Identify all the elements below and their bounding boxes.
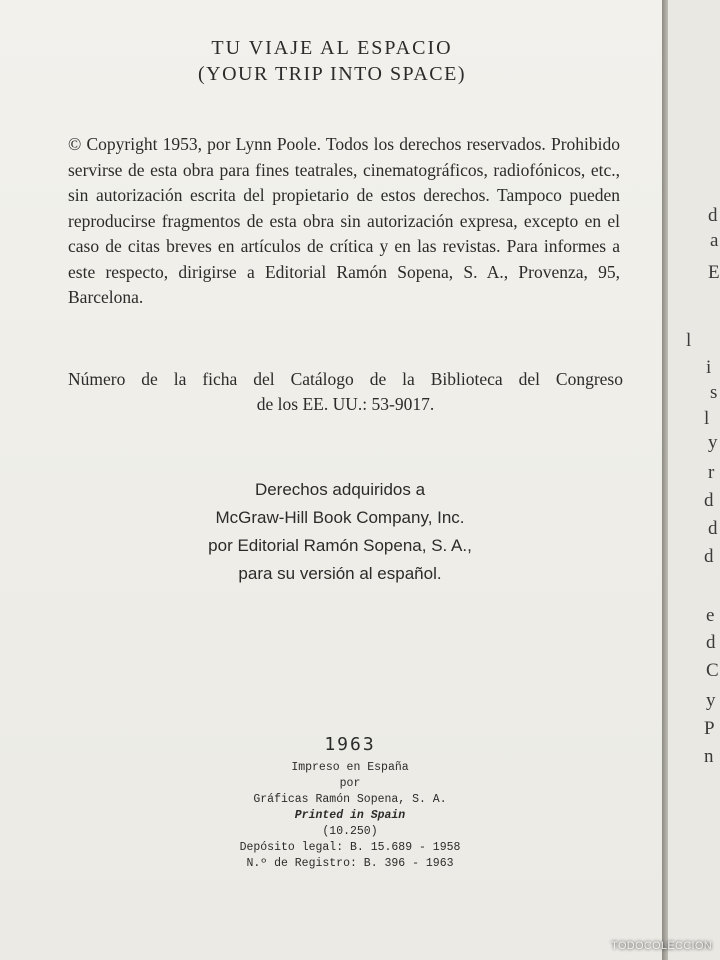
rights-acquired [130, 476, 550, 588]
facing-page-letter: s [710, 382, 718, 403]
copyright-notice: © Copyright 1953, por Lynn Poole. Todos los derechos reservados. Prohibido servirse de esta obra para fines teatrales, cinematográficos, radiofónicos, etc., sin autorización escrita del propietario de estos derechos. Tampoco pueden reproducirse fragmentos de esta obra sin autorización expresa, excepto en el caso de citas breves en artículos de crítica y en las revistas. Para informes a este respecto, dirigirse a Editorial Ramón Sopena, S. A., Provenza, 95, Barcelona. [68, 134, 620, 307]
imprint-line: Printed in Spain [294, 809, 406, 822]
facing-page [668, 0, 720, 960]
catalog-line-2: de los EE. UU.: 53-9017. [256, 394, 435, 414]
facing-page-letter: d [704, 490, 714, 511]
facing-page-letter: C [706, 660, 719, 681]
printer-imprint [0, 760, 700, 872]
facing-page-text-fragments [668, 0, 720, 960]
rights-line: por Editorial Ramón Sopena, S. A., [208, 536, 472, 555]
facing-page-letter: y [706, 690, 716, 711]
rights-line: para su versión al español. [238, 564, 442, 583]
facing-page-letter: e [706, 605, 715, 626]
imprint-line: por [339, 777, 361, 790]
rights-line: McGraw-Hill Book Company, Inc. [215, 508, 465, 527]
facing-page-letter: d [704, 546, 714, 567]
facing-page-letter: n [704, 746, 714, 767]
registry-number: N.º de Registro: B. 396 - 1963 [246, 857, 454, 870]
facing-page-letter: P [704, 718, 715, 739]
imprint-line: (10.250) [322, 825, 378, 838]
facing-page-letter: r [708, 462, 715, 483]
catalog-number [68, 367, 623, 417]
legal-deposit: Depósito legal: B. 15.689 - 1958 [239, 841, 461, 854]
facing-page-letter: d [706, 632, 716, 653]
facing-page-letter: l [686, 330, 692, 351]
facing-page-letter: d [708, 518, 718, 539]
facing-page-letter: y [708, 432, 718, 453]
imprint-line: Impreso en España [291, 761, 409, 774]
facing-page-letter: a [710, 230, 719, 251]
publication-year: 1963 [324, 734, 376, 755]
facing-page-letter: i [706, 357, 712, 378]
rights-line: Derechos adquiridos a [254, 480, 426, 499]
catalog-line-1: Número de la ficha del Catálogo de la Biblioteca del Congreso [68, 369, 623, 389]
book-subtitle: (YOUR TRIP INTO SPACE) [197, 63, 467, 85]
watermark: TODOCOLECCION [611, 940, 712, 952]
imprint-line: Gráficas Ramón Sopena, S. A. [253, 793, 447, 806]
facing-page-letter: d [708, 205, 718, 226]
facing-page-letter: l [704, 408, 710, 429]
facing-page-letter: E [708, 262, 720, 283]
book-title: TU VIAJE AL ESPACIO [211, 37, 453, 59]
